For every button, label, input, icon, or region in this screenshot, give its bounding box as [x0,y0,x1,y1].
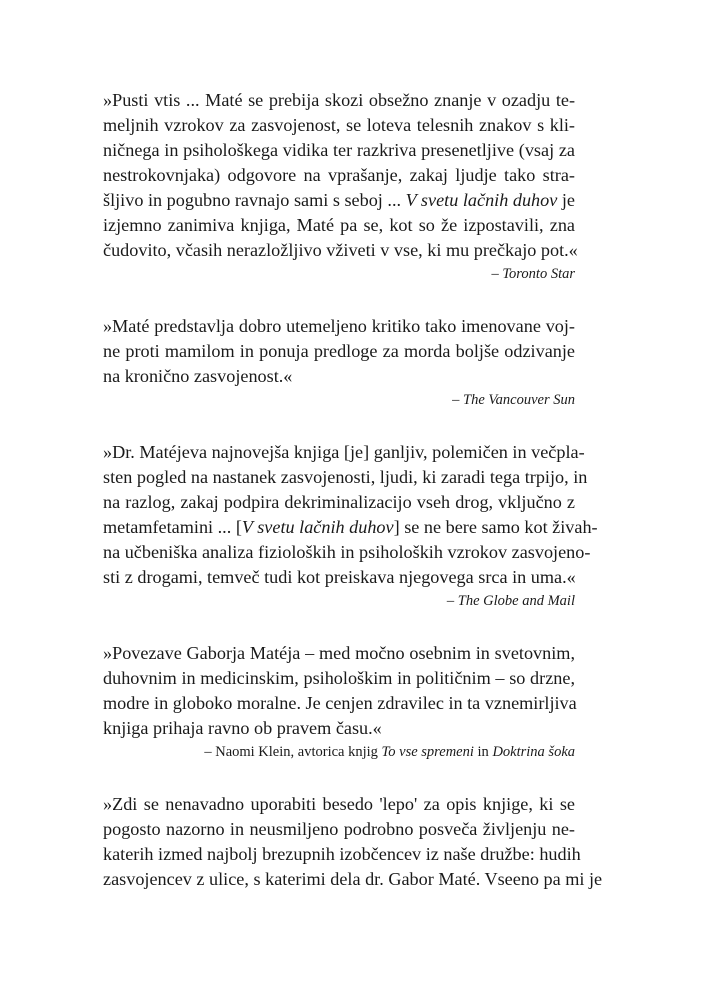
quote-line-part: metamfetamini ... [ [103,517,242,537]
quote-naomi-klein [103,641,575,762]
quote-line: sti z drogami, temveč tudi kot preiskava njegovega srca in uma.« [103,567,576,587]
quote-line: duhovnim in medicinskim, psihološkim in političnim – so drzne, [103,668,575,688]
quote-line: zasvojencev z ulice, s katerimi dela dr. Gabor Maté. Vseeno pa mi je [103,869,603,889]
quote-line-part: ] se ne bere samo kot živah- [393,517,598,537]
quote-line: »Maté predstavlja dobro utemeljeno kritiko tako imenovane voj- [103,316,575,336]
quote-attribution [103,390,575,410]
quote-line-part: je [557,190,575,210]
attribution-connector: in [473,744,493,760]
book-page [103,88,603,922]
quote-line [103,188,575,213]
attribution-source: Toronto Star [502,266,575,282]
attribution-source: The Globe and Mail [457,593,575,609]
attribution-dash: – [491,266,503,282]
quote-text [103,792,603,892]
quote-toronto-star [103,88,578,284]
attribution-work: Doktrina šoka [492,744,575,760]
quote-attribution [103,264,575,284]
quote-line: sten pogled na nastanek zasvojenosti, ljudi, ki zaradi tega trpijo, in [103,467,588,487]
quote-line: na razlog, zakaj podpira dekriminalizacijo vseh drog, vključno z [103,492,575,512]
quote-line: »Dr. Matéjeva najnovejša knjiga [je] ganljiv, polemičen in večpla- [103,442,585,462]
quote-line: katerih izmed najbolj brezupnih izobčencev iz naše družbe: hudih [103,844,581,864]
quote-text [103,440,598,590]
quote-text [103,88,578,263]
quote-text [103,641,575,741]
quote-line: meljnih vzrokov za zasvojenost, se loteva telesnih znakov s kli- [103,115,575,135]
quote-attribution [103,742,575,762]
quote-line [103,515,598,540]
quote-globe-and-mail [103,440,598,611]
quote-line: čudovito, včasih nerazložljivo vživeti v vse, ki mu prečkajo pot.« [103,240,578,260]
quote-line: modre in globoko moralne. Je cenjen zdravilec in ta vznemirljiva [103,693,577,713]
quote-continuing [103,792,603,892]
quote-attribution [103,591,575,611]
quote-line: na kronično zasvojenost.« [103,366,293,386]
quote-line: izjemno zanimiva knjiga, Maté pa se, kot so že izpostavili, zna [103,215,575,235]
quote-line: pogosto nazorno in neusmiljeno podrobno posveča življenju ne- [103,819,575,839]
attribution-work: To vse spremeni [381,744,474,760]
attribution-author: – Naomi Klein, avtorica knjig [204,744,382,760]
quote-line: »Pusti vtis ... Maté se prebija skozi obsežno znanje v ozadju te- [103,90,575,110]
book-title: V svetu lačnih duhov [241,517,394,537]
book-title: V svetu lačnih duhov [405,190,558,210]
quote-line: na učbeniška analiza fizioloških in psiholoških vzrokov zasvojeno- [103,542,591,562]
attribution-dash: – [446,593,458,609]
quote-line: »Povezave Gaborja Matéja – med močno osebnim in svetovnim, [103,643,575,663]
quote-line: ne proti mamilom in ponuja predloge za morda boljše odzivanje [103,341,575,361]
quote-line: knjiga prihaja ravno ob pravem času.« [103,718,382,738]
quote-line: nestrokovnjaka) odgovore na vprašanje, zakaj ljudje tako stra- [103,165,575,185]
quote-vancouver-sun [103,314,575,410]
quote-text [103,314,575,389]
quote-line: ničnega in psihološkega vidika ter razkriva presenetljive (vsaj za [103,140,575,160]
attribution-source: The Vancouver Sun [463,392,575,408]
attribution-dash: – [452,392,464,408]
quote-line-part: šljivo in pogubno ravnajo sami s seboj ... [103,190,406,210]
quote-line: »Zdi se nenavadno uporabiti besedo 'lepo' za opis knjige, ki se [103,794,575,814]
